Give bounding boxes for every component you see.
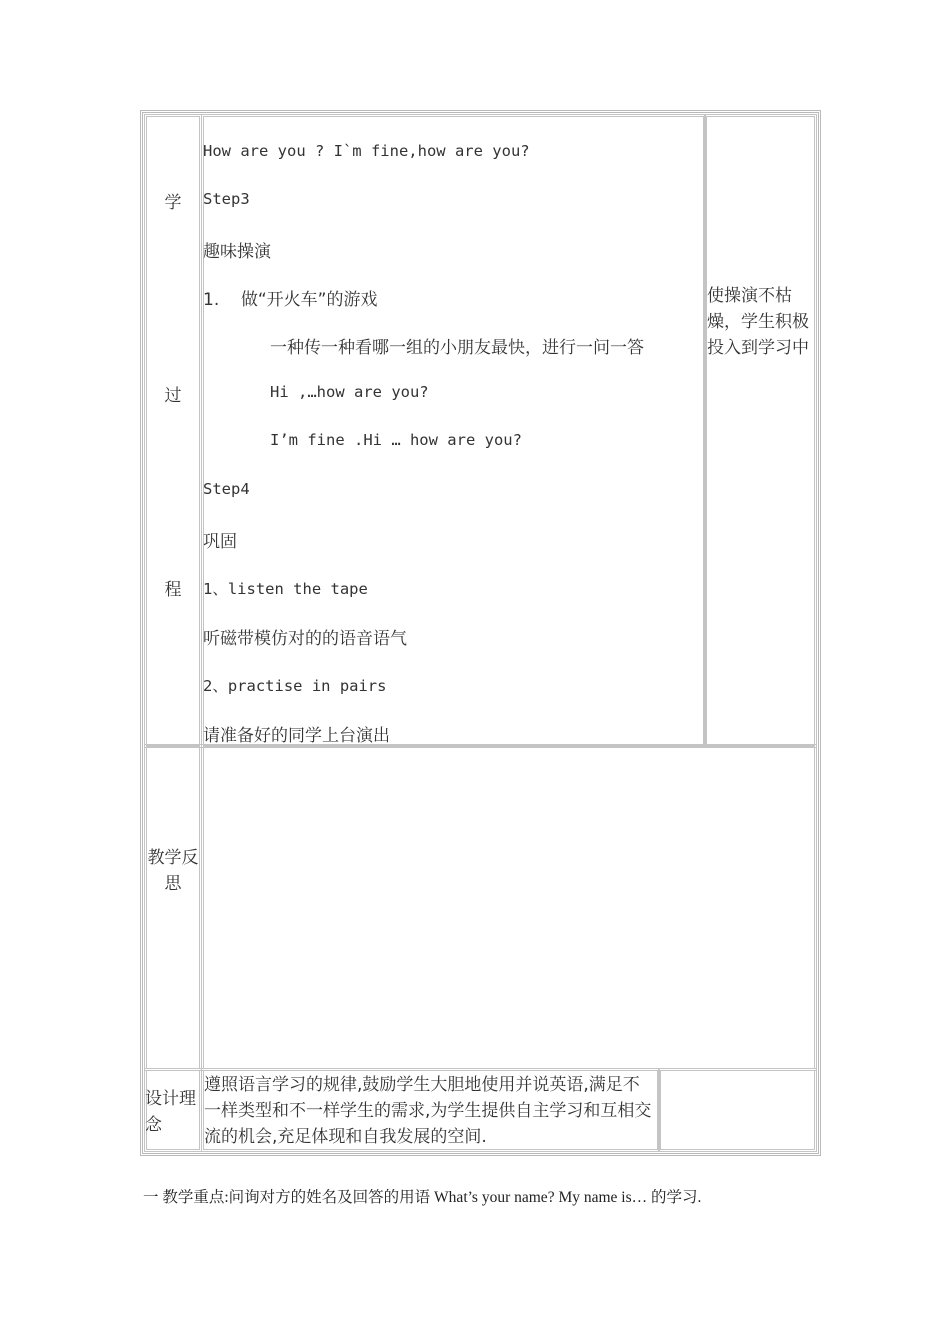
process-line-listen-desc: 听磁带模仿对的的语音语气	[203, 629, 407, 649]
process-line-dialog-2: I’m fine .Hi … how are you?	[270, 431, 522, 449]
process-label-char-1: 学	[164, 193, 182, 213]
process-line-pairs: 2、practise in pairs	[203, 677, 387, 695]
reflection-label-cell	[144, 744, 202, 1071]
design-extra-cell	[658, 1068, 817, 1152]
process-line-step4: Step4	[203, 480, 250, 498]
process-note: 使操演不枯燥，学生积极投入到学习中	[707, 286, 809, 358]
key-point-text: 一 教学重点:问询对方的姓名及回答的用语 What’s your name? My name is… 的学习.	[143, 1189, 702, 1206]
process-line-consolidate: 巩固	[203, 532, 237, 552]
process-note-cell	[704, 114, 817, 748]
process-line-dialog-1: Hi ,…how are you?	[270, 383, 429, 401]
process-line-game-desc: 一种传一种看哪一组的小朋友最快，进行一问一答	[270, 338, 644, 358]
reflection-label: 教学反思	[147, 848, 199, 894]
process-line-listen: 1、listen the tape	[203, 580, 368, 598]
process-line-step3: Step3	[203, 190, 250, 208]
process-label-char-2: 过	[164, 386, 182, 406]
process-line-greeting: How are you ? I`m fine,how are you?	[203, 142, 530, 160]
process-line-game: 1. 做“开火车”的游戏	[203, 290, 378, 310]
design-content: 遵照语言学习的规律,鼓励学生大胆地使用并说英语,满足不一样类型和不一样学生的需求,为学生提供自主学习和互相交流的机会,充足体现和自我发展的空间.	[204, 1075, 652, 1147]
reflection-content-cell	[201, 744, 817, 1071]
process-line-perform: 请准备好的同学上台演出	[203, 726, 390, 746]
process-line-drill-title: 趣味操演	[203, 242, 271, 262]
process-label-char-3: 程	[164, 580, 182, 600]
design-label: 设计理念	[145, 1089, 196, 1135]
